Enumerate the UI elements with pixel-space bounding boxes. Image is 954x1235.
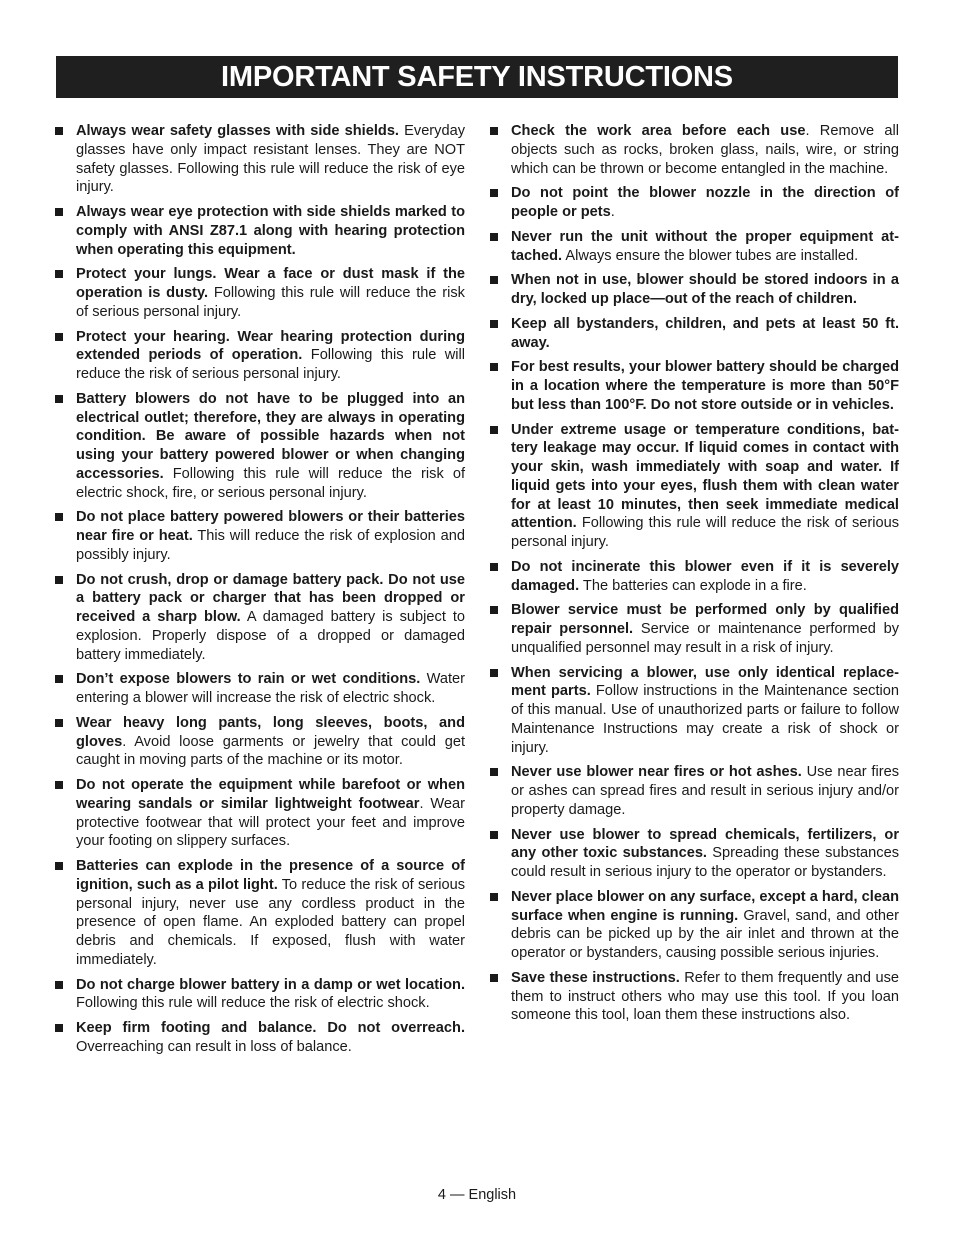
instruction-body: Following this rule will reduce the risk of serious personal injury. [76, 347, 465, 382]
instruction-body: Following this rule will reduce the risk of electric shock, fire, or serious personal injury. [76, 465, 465, 501]
instruction-heading: Do not crush, drop or damage battery pack. Do not use a battery pack or charger that has been dropped or received a sharp blow. [76, 571, 465, 625]
instruction-text [76, 122, 465, 197]
instruction-body: Everyday glasses have only impact resistant lenses. They are NOT safety glasses. Following this rule will reduce the risk of eye injury. [76, 123, 465, 196]
instruction-body: Following this rule will reduce the risk of serious personal injury. [76, 285, 465, 320]
instruction-body: . Remove all objects such as rocks, broken glass, nails, wire, or string which can be thrown or become entangled in the machine. [511, 123, 900, 177]
square-bullet-icon [55, 208, 63, 216]
instruction-heading: Always wear safety glasses with side shields. [76, 123, 399, 139]
square-bullet-icon [490, 276, 498, 284]
list-item [490, 969, 899, 1025]
instruction-body: Follow instructions in the Maintenance section of this manual. Use of unauthorized parts or failure to follow Maintenance Instructions may create a risk of shock or injury. [511, 683, 899, 756]
instruction-text [511, 664, 899, 758]
instruction-heading: Always wear eye protection with side shields marked to comply with ANSI Z87.1 along with hearing protection when operating this equipment. [76, 204, 465, 258]
list-item [55, 390, 465, 503]
instruction-body: . Avoid loose garments or jewelry that could get caught in moving parts of the machine or its motor. [76, 733, 465, 769]
instruction-body: Overreaching can result in loss of balance. [76, 1038, 352, 1055]
instruction-text [76, 776, 465, 851]
instruction-text [511, 558, 899, 596]
list-item [55, 1019, 465, 1057]
page-footer: 4 — English [437, 1187, 517, 1203]
list-item [55, 328, 465, 384]
instruction-heading: Never use blower near fires or hot ashes. [511, 764, 802, 781]
instruction-body: A damaged battery is subject to explosion. Properly dispose of a dropped or damaged battery immediately. [76, 609, 466, 663]
instruction-text [76, 857, 465, 970]
square-bullet-icon [490, 563, 498, 571]
instruction-heading: Do not charge blower battery in a damp or wet location. [76, 976, 465, 993]
list-item [490, 358, 899, 414]
instruction-text [511, 888, 899, 963]
square-bullet-icon [55, 395, 63, 403]
instruction-heading: Keep firm footing and balance. Do not overreach. [76, 1020, 465, 1036]
list-item [490, 271, 899, 309]
instruction-heading: Wear heavy long pants, long sleeves, boots, and gloves [76, 714, 465, 750]
instruction-body: Use near fires or ashes can spread fires and result in serious injury and/or property damage. [511, 764, 900, 818]
square-bullet-icon [55, 981, 63, 989]
instruction-text [511, 601, 899, 657]
square-bullet-icon [490, 768, 498, 776]
instruction-heading: When not in use, blower should be stored indoors in a dry, locked up place—out of the reach of children. [511, 272, 899, 307]
instruction-text [511, 271, 899, 309]
instruction-body: Always ensure the blower tubes are installed. [562, 247, 859, 264]
instruction-text [76, 670, 465, 708]
instruction-heading: Do not operate the equipment while barefoot or when wearing sandals or similar lightweight footwear [76, 777, 465, 812]
square-bullet-icon [55, 781, 63, 789]
square-bullet-icon [55, 1024, 63, 1032]
instruction-heading: Protect your hearing. Wear hearing protection during extended periods of operation. [76, 328, 465, 364]
title-banner [56, 56, 898, 98]
list-item [490, 601, 899, 657]
instruction-heading: For best results, your blower battery should be charged in a location where the temperature is more than 50°F but less than 100°F. Do not store outside or in vehicles. [511, 359, 899, 413]
square-bullet-icon [490, 363, 498, 371]
instruction-body: . [610, 204, 615, 220]
instruction-heading: Under extreme usage or temperature conditions, battery leakage may occur. If liquid comes in contact with your skin, wash immediately with soap and water. If liquid gets into your eyes, flush them with clean water for at least 10 minutes, then seek immediate medical attention. [511, 421, 899, 532]
list-item [55, 571, 465, 665]
instruction-heading: Never place blower on any surface, except a hard, clean surface when engine is running. [511, 888, 899, 924]
instruction-body: Following this rule will reduce the risk of serious personal injury. [511, 515, 899, 550]
instruction-heading: Batteries can explode in the presence of a source of ignition, such as a pilot light. [76, 858, 465, 893]
square-bullet-icon [490, 320, 498, 328]
instruction-heading: Battery blowers do not have to be plugged into an electrical outlet; therefore, they are always in operating condition. Be aware of possible hazards when not using your battery powered blower or when changing accessories. [76, 390, 465, 482]
list-item [490, 184, 899, 222]
instruction-body: Refer to them frequently and use them to instruct others who may use this tool. If you loan someone this tool, loan them these instructions also. [511, 969, 899, 1024]
instruction-body: Water entering a blower will increase the risk of electric shock. [76, 671, 466, 706]
page-title: IMPORTANT SAFETY INSTRUCTIONS [221, 60, 733, 93]
instruction-text [511, 969, 899, 1025]
square-bullet-icon [55, 270, 63, 278]
list-item [55, 776, 465, 851]
list-item [490, 664, 899, 758]
instruction-body: The batteries can explode in a fire. [579, 577, 807, 594]
list-item [490, 228, 899, 266]
instruction-body: Following this rule will reduce the risk of electric shock. [76, 995, 430, 1012]
instruction-text [511, 184, 899, 222]
instruction-heading: Protect your lungs. Wear a face or dust mask if the operation is dusty. [76, 266, 465, 301]
instruction-text [76, 203, 465, 259]
list-item [55, 670, 465, 708]
square-bullet-icon [55, 675, 63, 683]
instruction-text [511, 122, 899, 178]
instruction-heading: When servicing a blower, use only identical replacement parts. [511, 664, 899, 700]
square-bullet-icon [490, 189, 498, 197]
list-item [490, 558, 899, 596]
instruction-text [76, 976, 465, 1014]
square-bullet-icon [55, 127, 63, 135]
instruction-text [76, 1019, 465, 1057]
list-item [55, 203, 465, 259]
instruction-text [76, 265, 465, 321]
list-item [55, 508, 465, 564]
instruction-text [511, 763, 899, 819]
instruction-text [511, 421, 899, 552]
square-bullet-icon [490, 606, 498, 614]
list-item [490, 315, 899, 353]
square-bullet-icon [55, 333, 63, 341]
instruction-text [76, 390, 465, 503]
square-bullet-icon [55, 513, 63, 521]
left-column [55, 122, 465, 1063]
instruction-text [76, 714, 465, 770]
instruction-body: This will reduce the risk of explosion and possibly injury. [76, 528, 466, 563]
list-item [55, 976, 465, 1014]
list-item [55, 265, 465, 321]
list-item [55, 122, 465, 197]
list-item [490, 421, 899, 552]
square-bullet-icon [55, 576, 63, 584]
list-item [490, 122, 899, 178]
list-item [490, 763, 899, 819]
instruction-heading: Save these instructions. [511, 969, 680, 986]
list-item [490, 888, 899, 963]
square-bullet-icon [490, 669, 498, 677]
instruction-text [76, 508, 465, 564]
list-item [490, 826, 899, 882]
instruction-text [76, 328, 465, 384]
square-bullet-icon [490, 893, 498, 901]
instruction-body: Gravel, sand, and other debris can be picked up by the air inlet and thrown at the operator or bystanders, causing possible serious injuries. [511, 907, 899, 961]
instruction-heading: Check the work area before each use [511, 123, 806, 139]
square-bullet-icon [55, 862, 63, 870]
instruction-heading: Never use blower to spread chemicals, fertilizers, or any other toxic substances. [511, 826, 899, 862]
square-bullet-icon [490, 233, 498, 241]
instruction-body: To reduce the risk of serious personal injury, never use any cordless product in the presence of open flame. An exploded battery can propel debris and chemicals. If exposed, flush with water immediately. [76, 876, 465, 968]
instruction-heading: Keep all bystanders, children, and pets at least 50 ft. away. [511, 315, 899, 351]
instruction-heading: Do not incinerate this blower even if it is severely damaged. [511, 558, 899, 594]
square-bullet-icon [55, 719, 63, 727]
instruction-text [511, 228, 899, 266]
square-bullet-icon [490, 831, 498, 839]
instruction-heading: Never run the unit without the proper equipment attached. [511, 228, 899, 264]
instruction-text [76, 571, 465, 665]
instruction-text [511, 315, 899, 353]
instruction-body: Service or maintenance performed by unqualified personnel may result in a risk of injury. [511, 621, 899, 656]
list-item [55, 857, 465, 970]
instruction-text [511, 826, 899, 882]
square-bullet-icon [490, 127, 498, 135]
instruction-body: Spreading these substances could result in serious injury to the operator or bystanders. [511, 845, 899, 880]
instruction-heading: Do not point the blower nozzle in the direction of people or pets [511, 185, 899, 220]
square-bullet-icon [490, 974, 498, 982]
instruction-text [511, 358, 899, 414]
instruction-heading: Blower service must be performed only by qualified repair personnel. [511, 602, 899, 637]
right-column [490, 122, 899, 1031]
instruction-heading: Do not place battery powered blowers or their batteries near fire or heat. [76, 509, 465, 544]
square-bullet-icon [490, 426, 498, 434]
list-item [55, 714, 465, 770]
instruction-heading: Don’t expose blowers to rain or wet conditions. [76, 671, 421, 688]
instruction-body: . Wear protective footwear that will protect your feet and improve your footing on slippery surfaces. [76, 795, 465, 850]
